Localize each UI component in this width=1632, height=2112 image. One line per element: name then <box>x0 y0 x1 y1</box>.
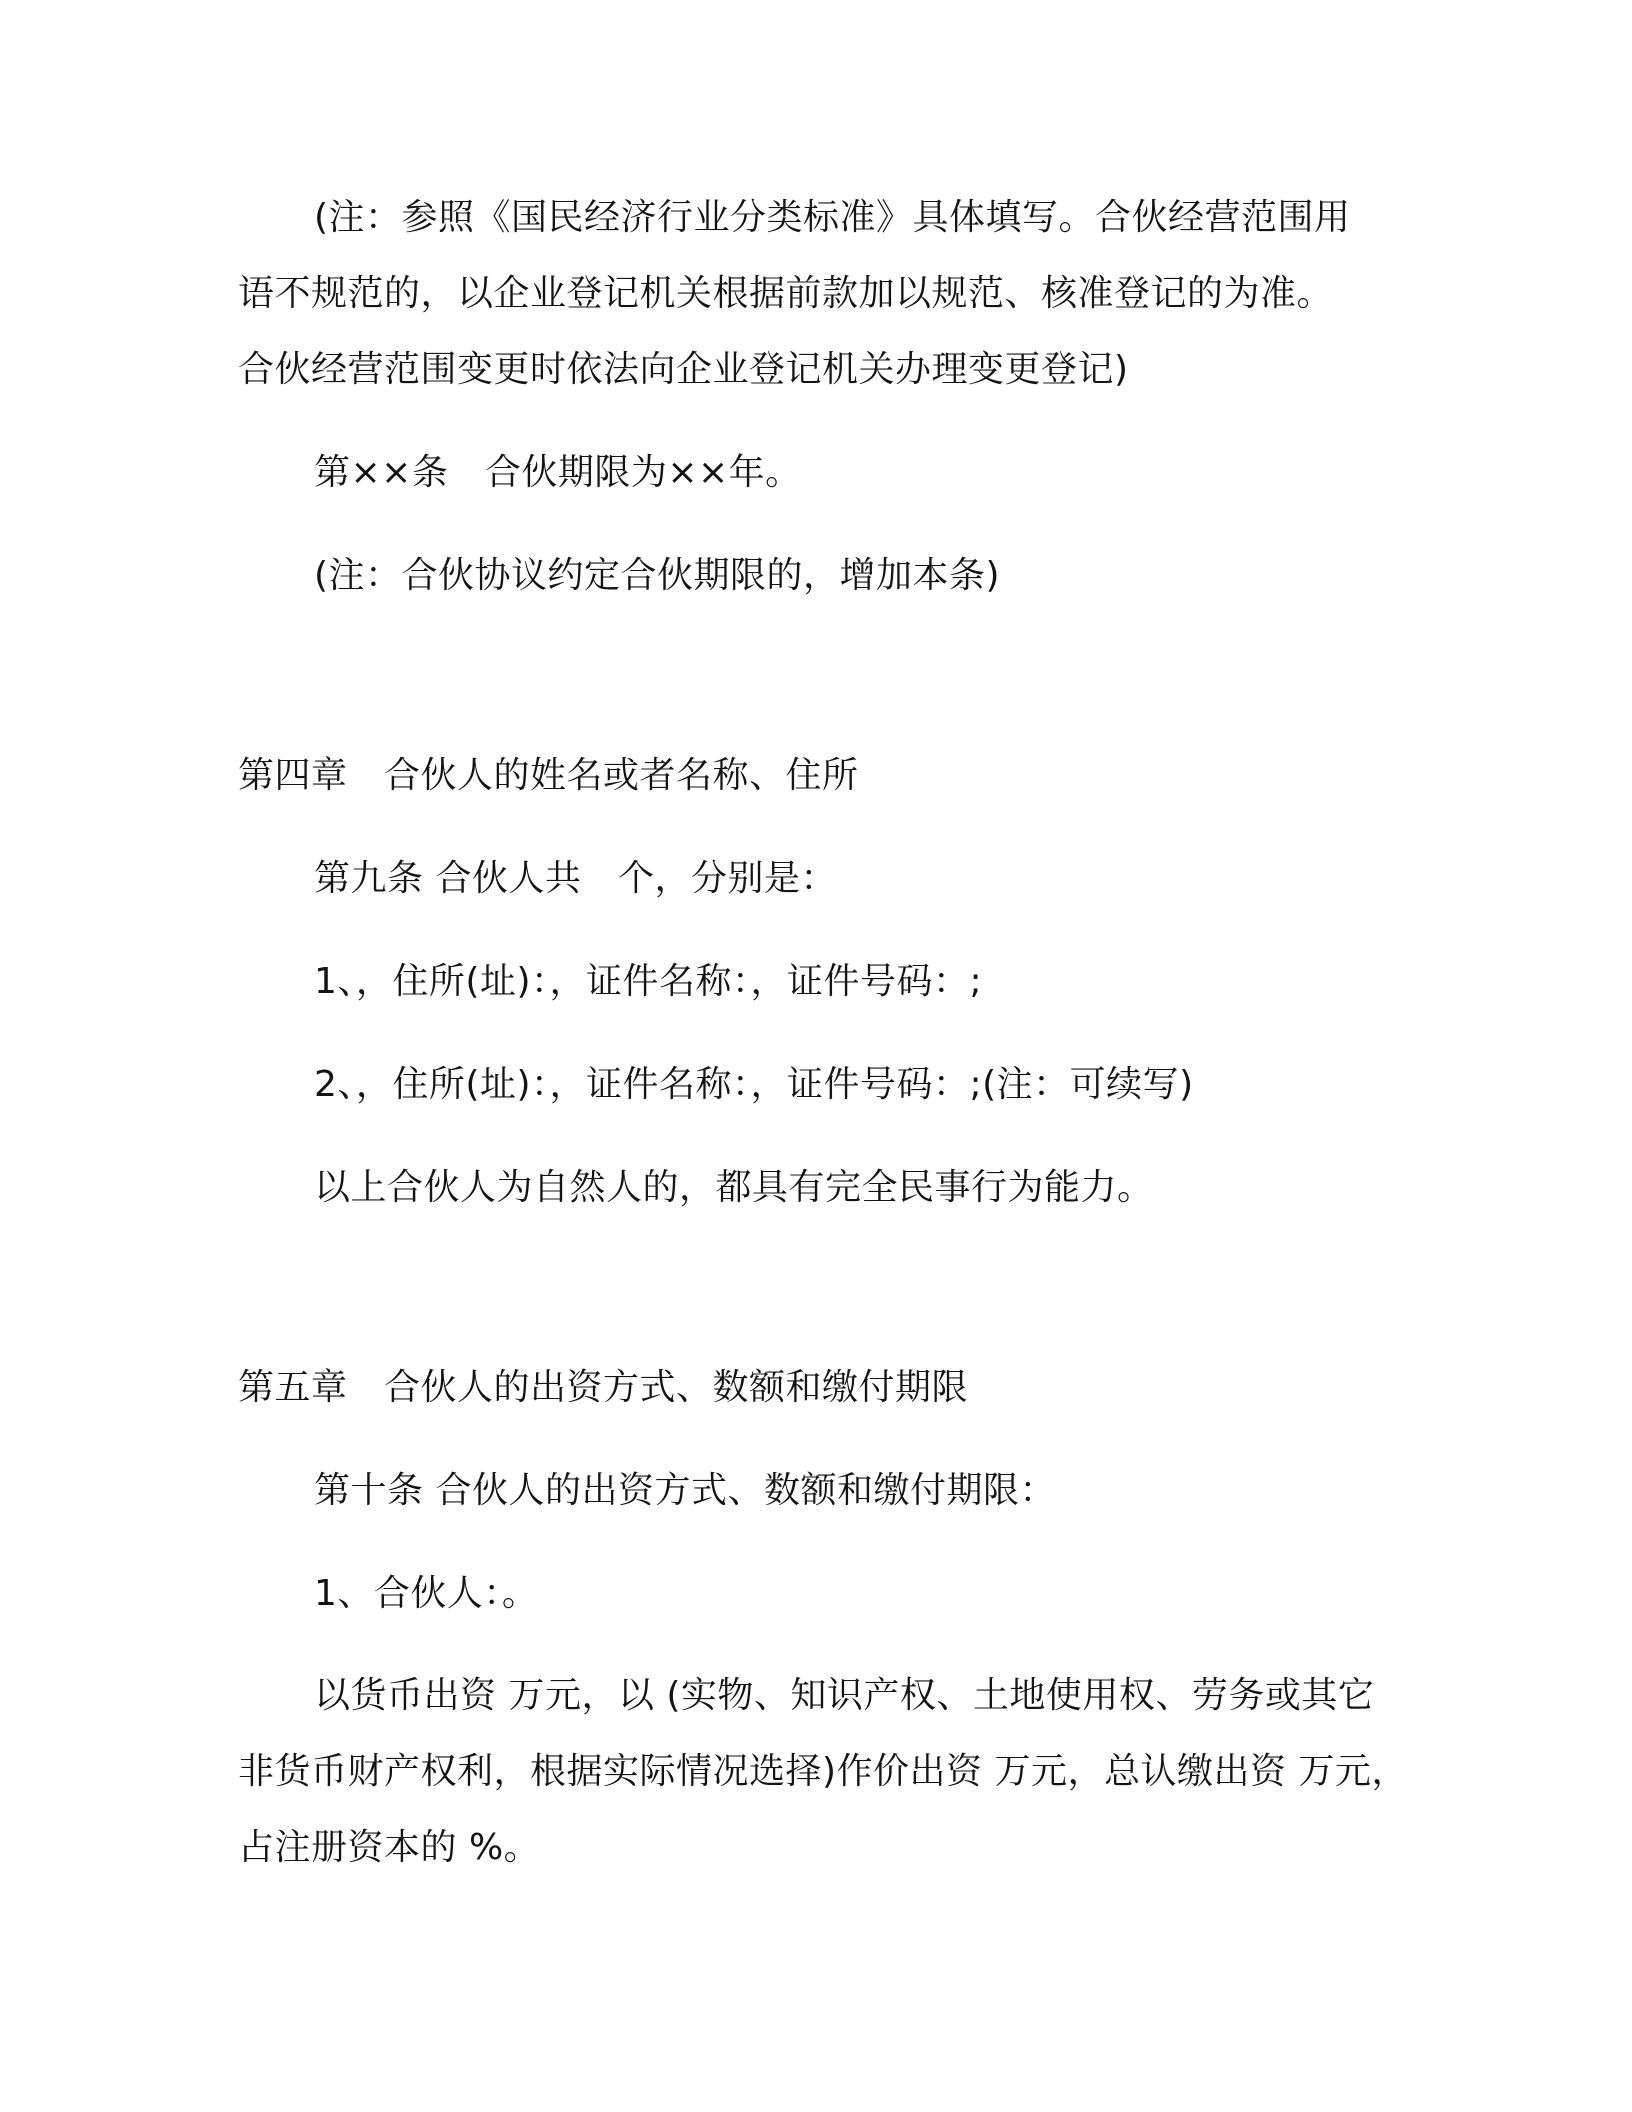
article-term-of-partnership: 第××条 合伙期限为××年。 <box>314 452 802 493</box>
contribution-detail-line-1: 以货币出资 万元，以 (实物、知识产权、土地使用权、劳务或其它 <box>314 1675 1375 1716</box>
chapter-five-heading: 第五章 合伙人的出资方式、数额和缴付期限 <box>238 1367 969 1408</box>
contribution-detail-line-2: 非货币财产权利，根据实际情况选择)作价出资 万元，总认缴出资 万元， <box>238 1751 1408 1792</box>
partners-capacity-statement: 以上合伙人为自然人的，都具有完全民事行为能力。 <box>314 1167 1154 1208</box>
note-industry-standard-line-3: 合伙经营范围变更时依法向企业登记机关办理变更登记) <box>238 349 1129 390</box>
partner-entry-2: 2、，住所(址)：，证件名称：，证件号码：;(注：可续写) <box>314 1064 1194 1105</box>
article-ten: 第十条 合伙人的出资方式、数额和缴付期限： <box>314 1470 1056 1511</box>
article-nine: 第九条 合伙人共 个，分别是： <box>314 858 837 899</box>
partner-entry-1: 1、，住所(址)：，证件名称：，证件号码：; <box>314 961 983 1002</box>
note-industry-standard-line-1: (注：参照《国民经济行业分类标准》具体填写。合伙经营范围用 <box>314 197 1351 238</box>
chapter-four-heading: 第四章 合伙人的姓名或者名称、住所 <box>238 755 859 796</box>
contribution-detail-line-3: 占注册资本的 %。 <box>238 1827 541 1868</box>
contribution-partner-1: 1、合伙人：。 <box>314 1573 539 1614</box>
note-term-of-partnership: (注：合伙协议约定合伙期限的，增加本条) <box>314 555 1001 596</box>
note-industry-standard-line-2: 语不规范的，以企业登记机关根据前款加以规范、核准登记的为准。 <box>238 273 1334 314</box>
